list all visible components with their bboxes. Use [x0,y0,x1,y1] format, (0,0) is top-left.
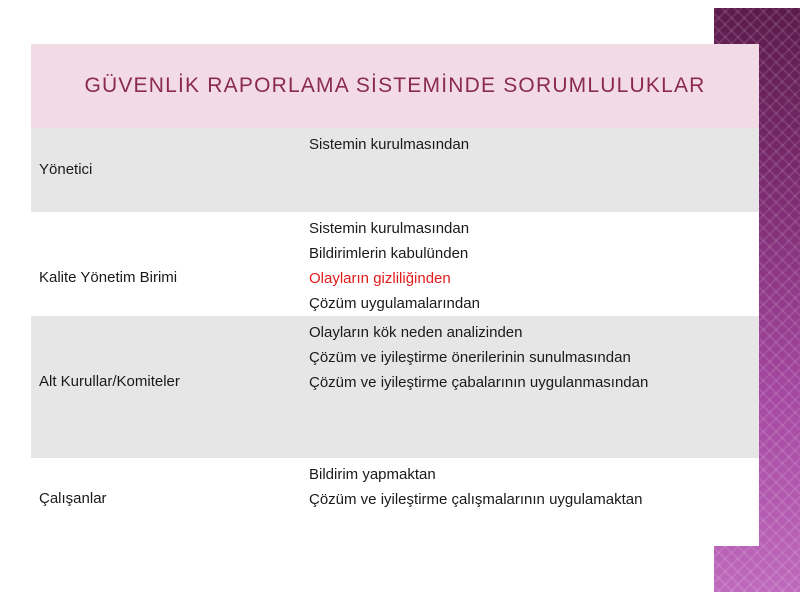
responsibilities-table [31,44,759,546]
table-row [31,316,759,458]
row-item-highlighted: Olayların gizliliğinden [309,270,451,287]
row-item: Çözüm ve iyileştirme çabalarının uygulanmasından [309,374,649,391]
row-item: Bildirim yapmaktan [309,466,436,483]
row-items [309,132,469,157]
row-item: Olayların kök neden analizinden [309,324,523,341]
row-items [309,216,480,316]
table-row [31,212,759,316]
table-title-bar [31,44,759,128]
row-label: Çalışanlar [39,490,107,507]
table-row [31,128,759,212]
page-title: GÜVENLİK RAPORLAMA SİSTEMİNDE SORUMLULUKLAR [84,74,706,97]
decorative-band-top-gap [714,0,800,8]
row-label: Yönetici [39,161,93,178]
row-item: Bildirimlerin kabulünden [309,245,469,262]
row-items [309,462,642,512]
table-row [31,458,759,546]
row-item: Çözüm ve iyileştirme önerilerinin sunulmasından [309,349,631,366]
decorative-band-bottom-gap [714,592,800,600]
row-label: Alt Kurullar/Komiteler [39,373,180,390]
row-item: Çözüm uygulamalarından [309,295,480,312]
row-label: Kalite Yönetim Birimi [39,269,178,286]
row-item: Sistemin kurulmasından [309,220,470,237]
row-item: Sistemin kurulmasından [309,136,470,153]
row-item: Çözüm ve iyileştirme çalışmalarının uygulamaktan [309,491,643,508]
row-items [309,320,648,395]
